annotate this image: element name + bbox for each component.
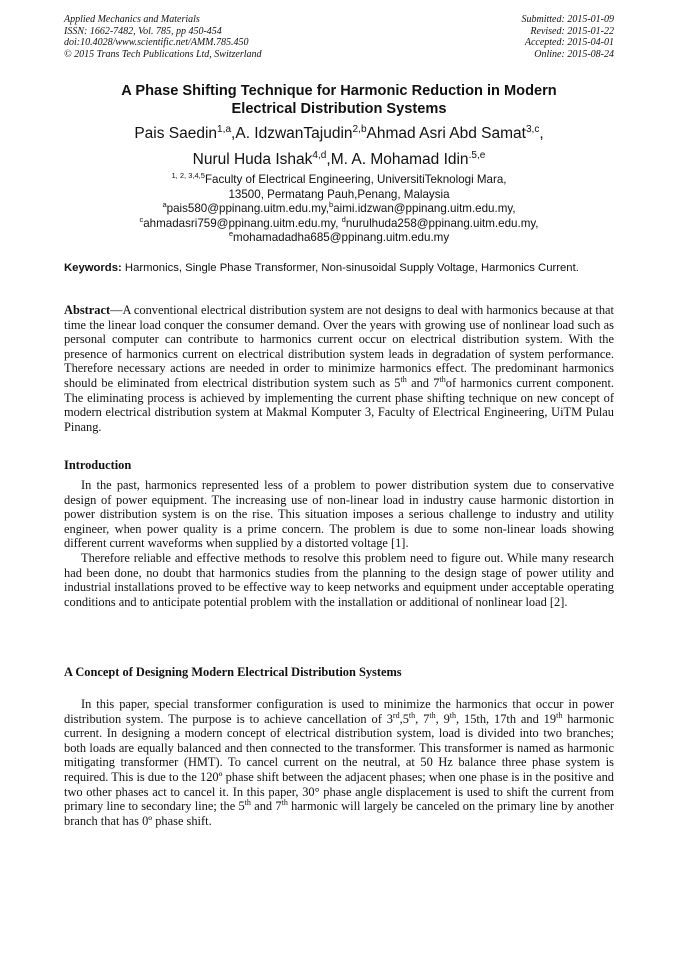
author-1: Pais Saedin [134, 125, 218, 142]
email-d-sup: d [341, 214, 346, 224]
abstract-block [64, 303, 614, 434]
intro-paragraph-1: In the past, harmonics represented less of a problem to power distribution system due to conservative design of power equipment. The increasing use of non-linear load in industry cause harmonic distortion in power distribution system is on the rise. This situation imposes a serious challenge to industry and utility engineer, when power quality is a prime concern. The problem is due to some non-linear loads showing different current waveforms when supplied by a distorted voltage [1]. [64, 478, 614, 551]
abstract-sup-2: th [439, 374, 446, 384]
author-1-sup: 1,a [217, 123, 232, 135]
concept-text-7: and 7 [250, 799, 282, 814]
journal-name: Applied Mechanics and Materials [64, 14, 200, 25]
paper-title [64, 82, 614, 118]
introduction-heading: Introduction [64, 458, 132, 472]
accepted-date: Accepted: 2015-04-01 [524, 37, 614, 48]
author-2: ,A. IdzwanTajudin [231, 125, 353, 142]
email-c-sup: c [139, 214, 144, 224]
authors-line-2 [64, 147, 614, 173]
concept-sup-3: th [429, 710, 436, 720]
revised-date: Revised: 2015-01-22 [530, 25, 614, 37]
journal-header-left [64, 14, 262, 60]
affiliation-line-2: 13500, Permatang Pauh,Penang, Malaysia [228, 187, 450, 201]
email-e-sup: e [228, 229, 234, 239]
email-line-1 [64, 202, 614, 217]
abstract-sup-1: th [400, 374, 407, 384]
concept-sup-4: th [449, 710, 457, 720]
concept-sup-2: th [408, 710, 416, 720]
intro-paragraph-2: Therefore reliable and effective methods to resolve this problem need to figure out. While many research had been done, no doubt that harmonics studies from the planning to the design stage of power utility and industrial installations proved to be effective way to keep networks and equipment under acceptable operating conditions and to anticipate potential problem with the installation or additional of nonlinear load [2]. [64, 550, 614, 609]
copyright-line: © 2015 Trans Tech Publications Ltd, Switzerland [64, 48, 262, 60]
affiliation-faculty: Faculty of Electrical Engineering, UniversitiTeknologi Mara, [204, 173, 507, 186]
author-5-sup: .5,e [468, 149, 486, 161]
introduction-body [64, 478, 614, 609]
concept-sup-5: th [556, 710, 563, 720]
title-line-1: A Phase Shifting Technique for Harmonic Reduction in Modern [121, 83, 557, 99]
abstract-text-1: —A conventional electrical distribution system are not designs to deal with harmonics because at that time the linear load conquer the consumer demand. Over the years with growing use of nonlinear load such as personal computer can contribute to harmonics current occur on electrical distribution system. With the presence of harmonics current on electrical distribution system leads in degradation of system performance. Therefore necessary actions are needed in order to minimize harmonics effect. The predominant harmonics should be eliminated from electrical distribution system such as 5 [64, 303, 614, 390]
concept-text-3: , 7 [415, 711, 430, 726]
authors-line-1 [64, 121, 614, 147]
concept-sup-6: th [244, 798, 251, 808]
concept-text-1: In this paper, special transformer configuration is used to minimize the harmonics that occur in power distribution system. The purpose is to achieve cancellation of 3 [64, 697, 614, 726]
author-5: ,M. A. Mohamad Idin [326, 151, 469, 168]
keywords-block [64, 261, 614, 275]
affiliation-line-1 [64, 173, 614, 188]
abstract-text-2: and 7 [406, 375, 440, 390]
concept-text-4: , 9 [435, 711, 450, 726]
affiliation-sup: 1, 2, 3,4,5 [171, 171, 205, 181]
concept-text-8: harmonic will largely be canceled on the primary line by another branch that has 0º phase shift. [64, 799, 614, 828]
author-3: Ahmad Asri Abd Samat [366, 125, 526, 142]
email-d: nurulhuda258@ppinang.uitm.edu.my, [345, 216, 539, 230]
concept-text-6: harmonic current. In designing a modern concept of electrical distribution system, load is divided into two branches; both loads are equally balanced and then connected to the transformer. This transformer is named as harmonic mitigating transformer (HMT). To cancel current on the neutral, at 50 Hz balance three phase system is required. This is due to the 120º phase shift between the adjacent phases; when one phase is in the positive and two other phases act to cancel it. In this paper, 30° phase angle displacement is used to shift the current from primary line to secondary line; the 5 [64, 711, 615, 814]
abstract-label: Abstract [64, 303, 111, 317]
author-list [64, 121, 614, 173]
author-2-sup: 2,b [352, 123, 367, 135]
title-line-2: Electrical Distribution Systems [231, 101, 447, 117]
author-separator: , [539, 125, 544, 142]
issn-line: ISSN: 1662-7482, Vol. 785, pp 450-454 [64, 25, 222, 37]
keywords-label: Keywords: [64, 262, 122, 274]
email-e: mohamadadha685@ppinang.uitm.edu.my [233, 231, 450, 245]
email-c: ahmadasri759@ppinang.uitm.edu.my, [143, 216, 342, 230]
submitted-date: Submitted: 2015-01-09 [521, 14, 614, 25]
concept-heading: A Concept of Designing Modern Electrical Distribution Systems [64, 665, 402, 679]
email-a-sup: a [162, 200, 167, 210]
email-b: aimi.idzwan@ppinang.uitm.edu.my, [333, 202, 516, 216]
concept-text-5: , 15th, 17th and 19 [456, 711, 557, 726]
email-a: pais580@ppinang.uitm.edu.my, [166, 202, 330, 216]
doi-line: doi:10.4028/www.scientific.net/AMM.785.450 [64, 37, 249, 48]
abstract-text-3: of harmonics current component. The eliminating process is achieved by implementing the current phase shifting technique on new concept of modern electrical distribution system at Makmal Komputer 3, Faculty of Electrical Engineering, UiTM Pulau Pinang. [64, 375, 615, 434]
email-line-2 [64, 214, 614, 232]
concept-sup-1: rd [392, 710, 400, 720]
email-b-sup: b [329, 200, 334, 210]
author-4: Nurul Huda Ishak [192, 151, 313, 168]
concept-text-2: ,5 [399, 711, 409, 726]
journal-header-right [522, 14, 615, 60]
author-4-sup: 4,d [312, 149, 327, 161]
concept-paragraph [64, 697, 614, 828]
keywords-text: Harmonics, Single Phase Transformer, Non-sinusoidal Supply Voltage, Harmonics Current. [121, 262, 579, 274]
affiliation-block [64, 173, 614, 246]
concept-body [64, 697, 614, 828]
online-date: Online: 2015-08-24 [534, 48, 614, 60]
author-3-sup: 3,c [525, 123, 540, 135]
concept-sup-7: th [281, 798, 288, 808]
email-line-3 [64, 231, 614, 246]
